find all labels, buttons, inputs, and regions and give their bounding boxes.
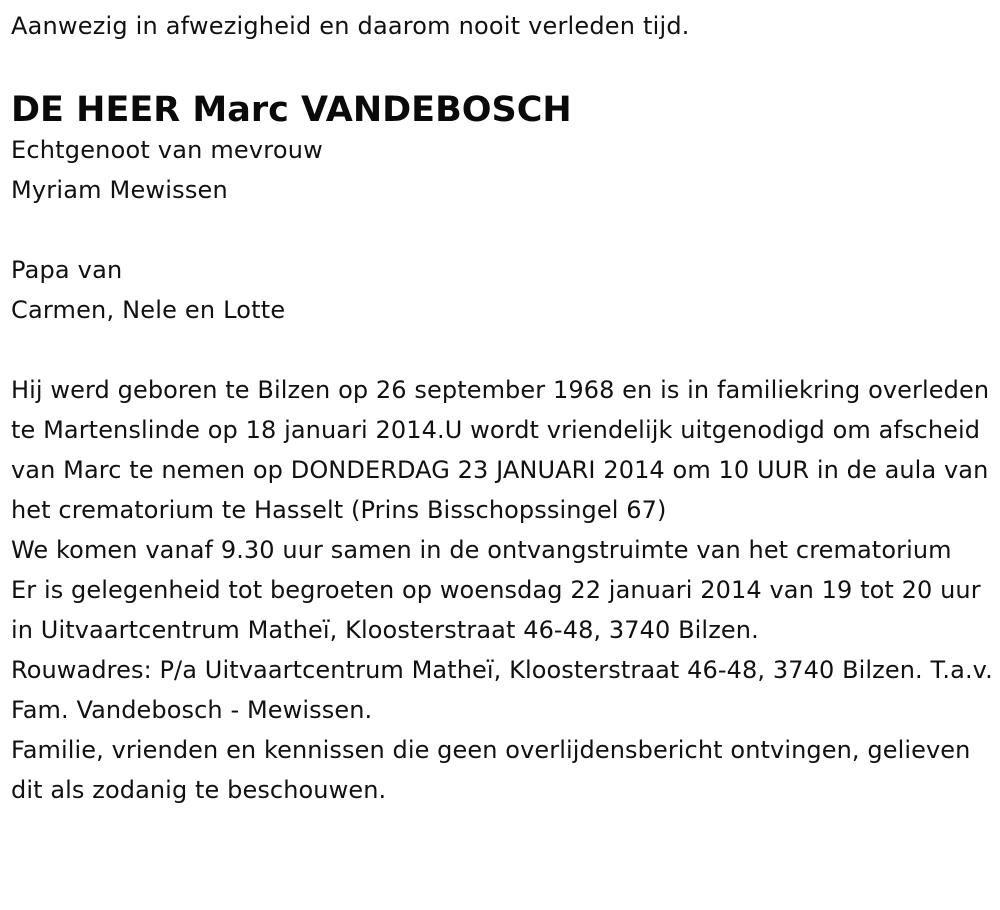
children-names: Carmen, Nele en Lotte	[11, 296, 286, 324]
spouse-name: Myriam Mewissen	[11, 176, 228, 204]
gathering-paragraph: We komen vanaf 9.30 uur samen in de ontvangstruimte van het crematorium	[11, 536, 952, 564]
children-label: Papa van	[11, 256, 123, 284]
spacer	[11, 210, 996, 250]
birth-death-ceremony-paragraph: Hij werd geboren te Bilzen op 26 september 1968 en is in familiekring overleden te Martenslinde op 18 januari 2014.U wordt vriendelijk uitgenodigd om afscheid van Marc te nemen op DONDERDAG 23 JANUARI 2014 om 10 UUR in de aula van het crematorium te Hasselt (Prins Bisschopssingel 67)	[11, 376, 990, 524]
deceased-name: DE HEER Marc VANDEBOSCH	[11, 90, 572, 130]
motto-quote: Aanwezig in afwezigheid en daarom nooit verleden tijd.	[11, 12, 690, 40]
spouse-label: Echtgenoot van mevrouw	[11, 136, 323, 164]
spacer	[11, 330, 996, 370]
notice-paragraph: Familie, vrienden en kennissen die geen overlijdensbericht ontvingen, gelieven dit als zodanig te beschouwen.	[11, 736, 971, 804]
announcement-body	[11, 370, 996, 810]
mourning-address-paragraph: Rouwadres: P/a Uitvaartcentrum Matheï, Kloosterstraat 46-48, 3740 Bilzen. T.a.v. Fam. Vandebosch - Mewissen.	[11, 656, 993, 724]
visitation-paragraph: Er is gelegenheid tot begroeten op woensdag 22 januari 2014 van 19 tot 20 uur in Uitvaartcentrum Matheï, Kloosterstraat 46-48, 3740 Bilzen.	[11, 576, 981, 644]
obituary-notice	[11, 8, 996, 810]
